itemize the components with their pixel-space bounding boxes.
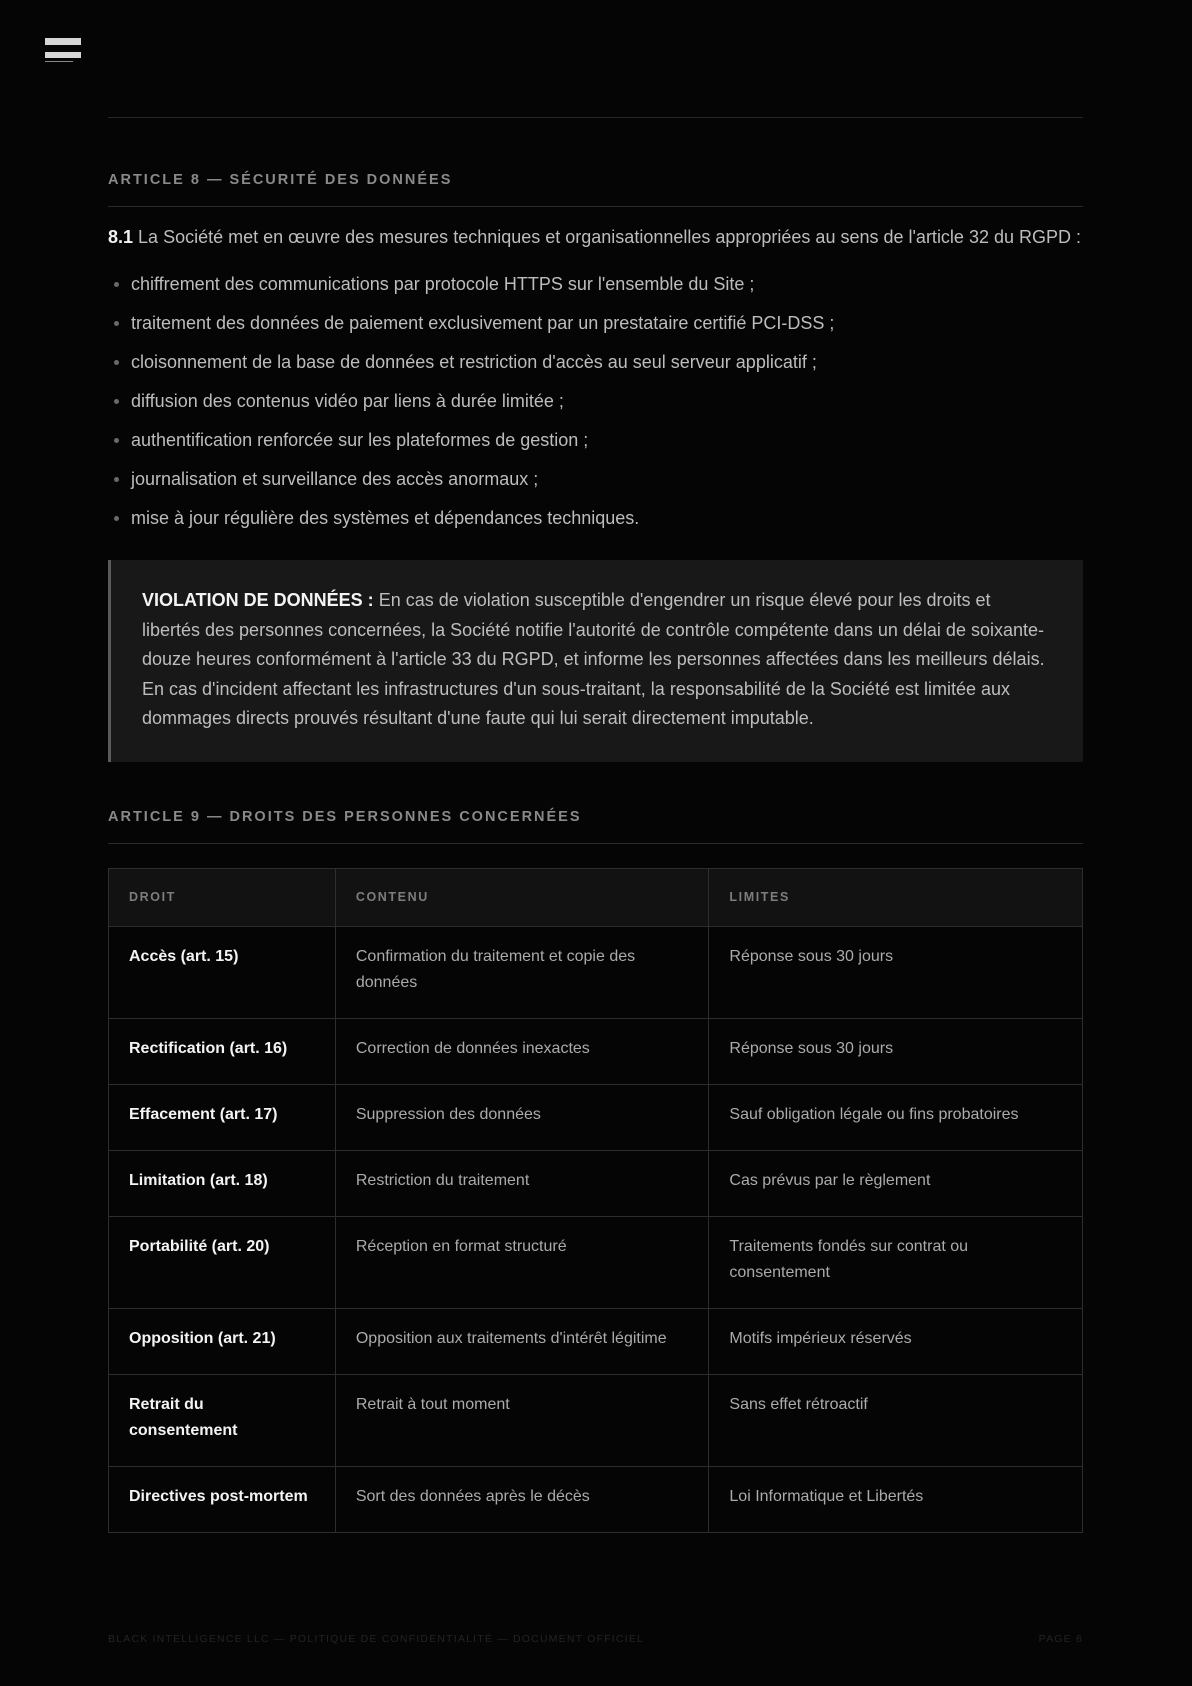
main-content — [108, 172, 1083, 1533]
cell-droit: Retrait du consentement — [109, 1374, 336, 1466]
table-row — [109, 1374, 1083, 1466]
list-item: authentification renforcée sur les plateformes de gestion ; — [108, 427, 1083, 453]
table-row — [109, 1466, 1083, 1532]
table-row — [109, 1084, 1083, 1150]
list-item: traitement des données de paiement exclusivement par un prestataire certifié PCI-DSS ; — [108, 310, 1083, 336]
security-measures-list — [108, 271, 1083, 531]
cell-contenu: Opposition aux traitements d'intérêt légitime — [335, 1308, 709, 1374]
cell-droit: Directives post-mortem — [109, 1466, 336, 1532]
cell-limites: Loi Informatique et Libertés — [709, 1466, 1083, 1532]
data-breach-notice — [108, 560, 1083, 762]
footer-document-title: BLACK INTELLIGENCE LLC — POLITIQUE DE CONFIDENTIALITÉ — DOCUMENT OFFICIEL — [108, 1633, 645, 1645]
article-8-title: ARTICLE 8 — SÉCURITÉ DES DONNÉES — [108, 172, 1083, 207]
article-9-title: ARTICLE 9 — DROITS DES PERSONNES CONCERNÉES — [108, 809, 1083, 844]
table-row — [109, 926, 1083, 1018]
article-8-paragraph — [108, 223, 1083, 251]
table-row — [109, 1308, 1083, 1374]
cell-limites: Réponse sous 30 jours — [709, 1018, 1083, 1084]
cell-limites: Sans effet rétroactif — [709, 1374, 1083, 1466]
cell-contenu: Sort des données après le décès — [335, 1466, 709, 1532]
cell-contenu: Réception en format structuré — [335, 1216, 709, 1308]
top-divider — [108, 117, 1083, 118]
column-header-limites: LIMITES — [709, 868, 1083, 926]
cell-limites: Motifs impérieux réservés — [709, 1308, 1083, 1374]
list-item: mise à jour régulière des systèmes et dépendances techniques. — [108, 505, 1083, 531]
notice-text: En cas de violation susceptible d'engendrer un risque élevé pour les droits et libertés des personnes concernées, la Société notifie l'autorité de contrôle compétente dans un délai de soixante-douze heures conformément à l'article 33 du RGPD, et informe les personnes affectées dans les meilleurs délais. En cas d'incident affectant les infrastructures d'un sous-traitant, la responsabilité de la Société est limitée aux dommages directs prouvés résultant d'une faute qui lui serait directement imputable. — [142, 590, 1045, 728]
hamburger-menu-icon[interactable] — [45, 38, 81, 74]
list-item: cloisonnement de la base de données et restriction d'accès au seul serveur applicatif ; — [108, 349, 1083, 375]
cell-limites: Traitements fondés sur contrat ou consentement — [709, 1216, 1083, 1308]
cell-limites: Sauf obligation légale ou fins probatoires — [709, 1084, 1083, 1150]
cell-contenu: Confirmation du traitement et copie des données — [335, 926, 709, 1018]
cell-limites: Cas prévus par le règlement — [709, 1150, 1083, 1216]
cell-droit: Opposition (art. 21) — [109, 1308, 336, 1374]
cell-droit: Limitation (art. 18) — [109, 1150, 336, 1216]
cell-limites: Réponse sous 30 jours — [709, 926, 1083, 1018]
footer-page-number: PAGE 6 — [1038, 1633, 1083, 1645]
cell-droit: Rectification (art. 16) — [109, 1018, 336, 1084]
notice-label: VIOLATION DE DONNÉES : — [142, 590, 374, 610]
table-header-row — [109, 868, 1083, 926]
list-item: diffusion des contenus vidéo par liens à durée limitée ; — [108, 388, 1083, 414]
cell-contenu: Suppression des données — [335, 1084, 709, 1150]
column-header-contenu: CONTENU — [335, 868, 709, 926]
paragraph-number: 8.1 — [108, 227, 134, 247]
table-row — [109, 1216, 1083, 1308]
column-header-droit: DROIT — [109, 868, 336, 926]
cell-contenu: Retrait à tout moment — [335, 1374, 709, 1466]
list-item: journalisation et surveillance des accès anormaux ; — [108, 466, 1083, 492]
page-footer — [108, 1633, 1083, 1645]
rights-table — [108, 868, 1083, 1533]
cell-contenu: Correction de données inexactes — [335, 1018, 709, 1084]
cell-contenu: Restriction du traitement — [335, 1150, 709, 1216]
paragraph-text: La Société met en œuvre des mesures techniques et organisationnelles appropriées au sens de l'article 32 du RGPD : — [138, 227, 1081, 247]
cell-droit: Accès (art. 15) — [109, 926, 336, 1018]
cell-droit: Effacement (art. 17) — [109, 1084, 336, 1150]
table-row — [109, 1150, 1083, 1216]
table-row — [109, 1018, 1083, 1084]
list-item: chiffrement des communications par protocole HTTPS sur l'ensemble du Site ; — [108, 271, 1083, 297]
cell-droit: Portabilité (art. 20) — [109, 1216, 336, 1308]
